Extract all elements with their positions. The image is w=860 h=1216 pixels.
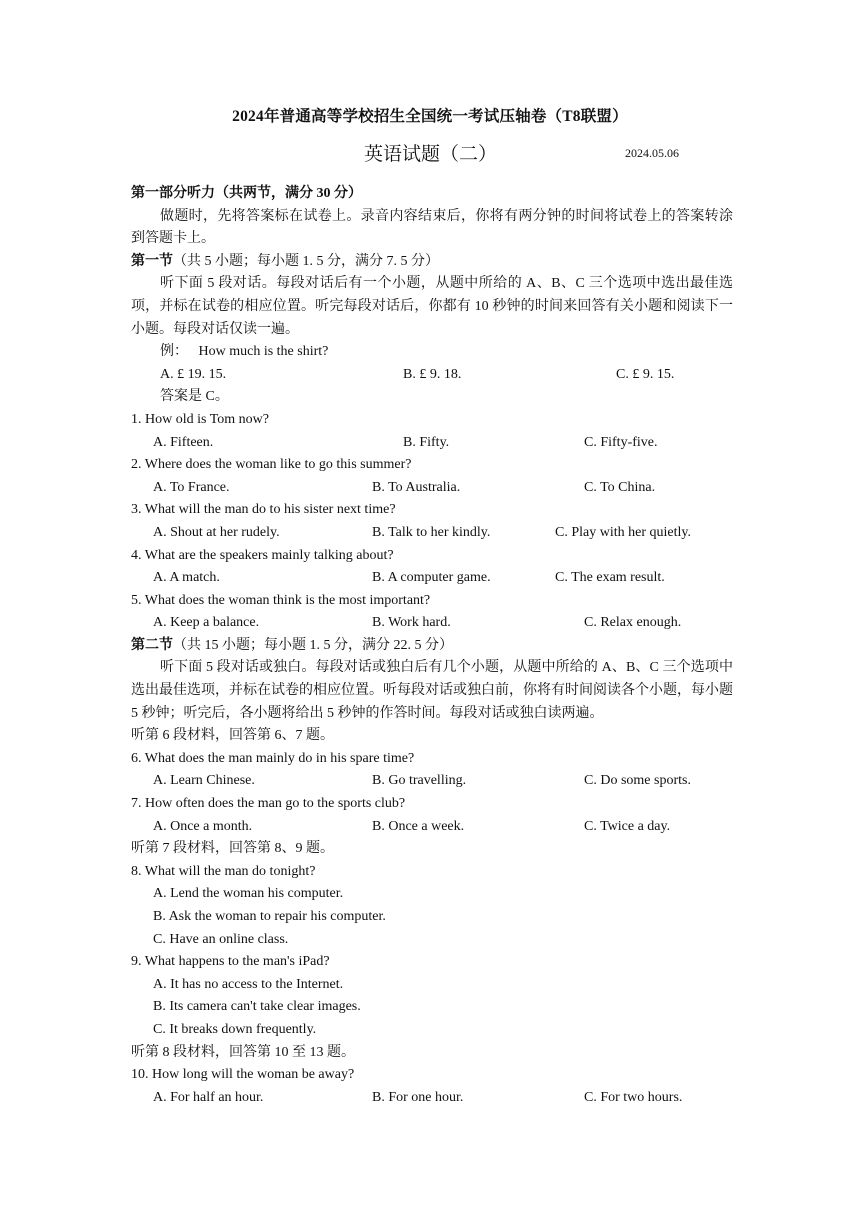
option-b: B. Ask the woman to repair his computer. xyxy=(153,909,386,924)
option-b: B. Go travelling. xyxy=(372,773,467,789)
question-10: 10. How long will the woman be away? xyxy=(131,1067,355,1083)
material-8-heading: 听第 8 段材料，回答第 10 至 13 题。 xyxy=(131,1044,355,1060)
option-c: C. The exam result. xyxy=(555,570,665,586)
section1-instructions: 听下面 5 段对话。每段对话后有一个小题，从题中所给的 A、B、C 三个选项中选出最佳选项，并标在试卷的相应位置。听完每段对话后，你都有 10 秒钟的时间来回答有关小题和阅读下一小题。每段对话仅读一遍。 xyxy=(131,276,733,337)
question-1-options xyxy=(131,432,733,455)
section2-heading-rest: （共 15 小题；每小题 1. 5 分，满分 22. 5 分） xyxy=(173,637,453,653)
question-3-options xyxy=(131,522,733,545)
example-answer: 答案是 C。 xyxy=(160,389,229,405)
option-a: A. Once a month. xyxy=(153,818,253,834)
option-c: C. Fifty-five. xyxy=(584,434,658,450)
option-b: B. Once a week. xyxy=(372,818,465,834)
question-2: 2. Where does the woman like to go this summer? xyxy=(131,457,412,473)
example-option-c: C. £ 9. 15. xyxy=(616,366,675,382)
option-c: C. Relax enough. xyxy=(584,615,682,631)
question-8: 8. What will the man do tonight? xyxy=(131,863,316,879)
option-a: A. Fifteen. xyxy=(153,434,214,450)
option-b: B. For one hour. xyxy=(372,1089,464,1105)
option-a: A. To France. xyxy=(153,479,230,495)
option-c: C. Do some sports. xyxy=(584,773,691,789)
example-label: 例： xyxy=(160,344,188,360)
material-6-heading: 听第 6 段材料，回答第 6、7 题。 xyxy=(131,728,334,744)
option-a: A. A match. xyxy=(153,570,220,586)
exam-date: 2024.05.06 xyxy=(625,146,679,160)
option-c: C. It breaks down frequently. xyxy=(153,1021,317,1037)
option-b: B. Fifty. xyxy=(403,434,450,450)
option-b: B. To Australia. xyxy=(372,479,461,495)
option-a: A. Keep a balance. xyxy=(153,615,260,631)
example-options xyxy=(131,364,733,387)
question-2-options xyxy=(131,477,733,500)
option-c: C. Play with her quietly. xyxy=(555,524,691,540)
option-a: A. Learn Chinese. xyxy=(153,773,255,789)
section1-heading xyxy=(131,251,733,274)
material-7-heading: 听第 7 段材料，回答第 8、9 题。 xyxy=(131,841,334,857)
section1-heading-rest: （共 5 小题；每小题 1. 5 分，满分 7. 5 分） xyxy=(173,253,439,269)
question-5-options xyxy=(131,612,733,635)
question-10-options xyxy=(131,1087,733,1110)
section2-heading xyxy=(131,635,733,658)
option-c: C. Have an online class. xyxy=(153,931,289,947)
option-a: A. Lend the woman his computer. xyxy=(153,886,344,902)
question-4-options xyxy=(131,567,733,590)
option-b: B. Work hard. xyxy=(372,615,451,631)
section2-heading-bold: 第二节 xyxy=(131,637,173,653)
question-3: 3. What will the man do to his sister next time? xyxy=(131,502,396,518)
option-a: A. Shout at her rudely. xyxy=(153,524,280,540)
part1-heading: 第一部分听力（共两节，满分 30 分） xyxy=(131,186,362,201)
option-a: A. For half an hour. xyxy=(153,1089,264,1105)
example-question-text: How much is the shirt? xyxy=(198,344,329,360)
option-b: B. Talk to her kindly. xyxy=(372,524,491,540)
question-6-options xyxy=(131,770,733,793)
option-c: C. Twice a day. xyxy=(584,818,671,834)
option-b: B. Its camera can't take clear images. xyxy=(153,999,361,1015)
part1-instructions: 做题时，先将答案标在试卷上。录音内容结束后，你将有两分钟的时间将试卷上的答案转涂到答题卡上。 xyxy=(131,208,733,247)
example-question xyxy=(131,341,733,364)
question-7-options xyxy=(131,816,733,839)
question-9: 9. What happens to the man's iPad? xyxy=(131,954,330,970)
section2-instructions: 听下面 5 段对话或独白。每段对话或独白后有几个小题，从题中所给的 A、B、C 三个选项中选出最佳选项，并标在试卷的相应位置。听每段对话或独白前，你将有时间阅读各个小题，每小题 5 秒钟；听完后，各小题将给出 5 秒钟的作答时间。每段对话或独白读两遍。 xyxy=(131,660,733,721)
question-5: 5. What does the woman think is the most important? xyxy=(131,592,431,608)
question-6: 6. What does the man mainly do in his spare time? xyxy=(131,750,415,766)
option-b: B. A computer game. xyxy=(372,570,491,586)
exam-title: 2024年普通高等学校招生全国统一考试压轴卷（T8联盟） xyxy=(232,108,628,125)
exam-content xyxy=(131,183,733,1109)
example-option-b: B. £ 9. 18. xyxy=(403,366,462,382)
question-4: 4. What are the speakers mainly talking about? xyxy=(131,547,394,563)
exam-subtitle: 英语试题（二） xyxy=(364,144,498,165)
option-a: A. It has no access to the Internet. xyxy=(153,976,344,992)
option-c: C. For two hours. xyxy=(584,1089,683,1105)
option-c: C. To China. xyxy=(584,479,656,495)
question-7: 7. How often does the man go to the sports club? xyxy=(131,796,406,812)
example-option-a: A. £ 19. 15. xyxy=(160,366,227,382)
question-1: 1. How old is Tom now? xyxy=(131,411,269,427)
section1-heading-bold: 第一节 xyxy=(131,253,173,269)
